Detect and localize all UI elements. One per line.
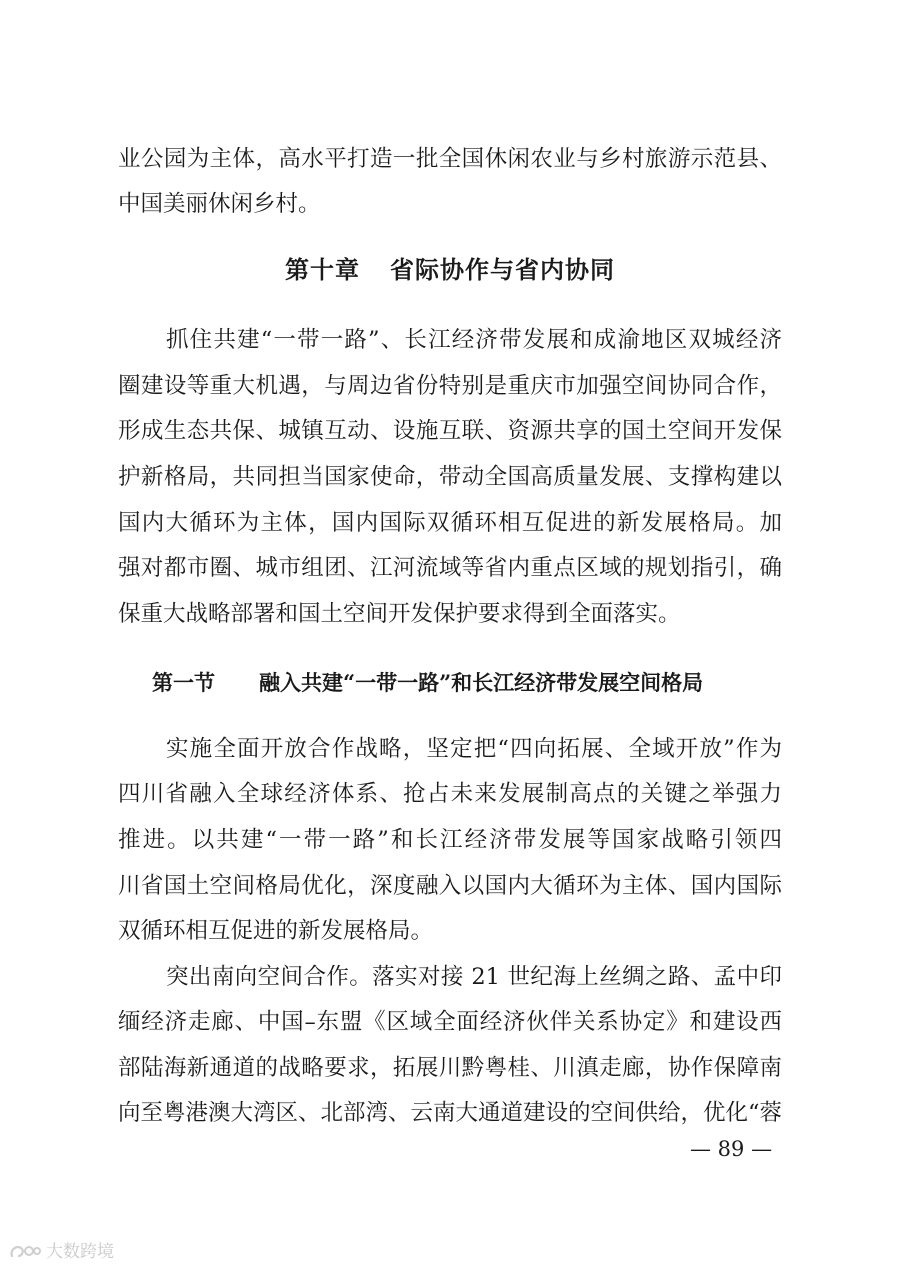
paragraph-line: 部陆海新通道的战略要求，拓展川黔粤桂、川滇走廊，协作保障南 <box>118 1055 782 1081</box>
paragraph-line: 中国美丽休闲乡村。 <box>118 191 321 217</box>
paragraph-line: 推进。以共建“一带一路”和长江经济带发展等国家战略引领四 <box>118 827 782 853</box>
paragraph-line: 实施全面开放合作战略，坚定把“四向拓展、全域开放”作为 <box>166 736 782 762</box>
paragraph-line: 向至粤港澳大湾区、北部湾、云南大通道建设的空间供给，优化“蓉 <box>118 1100 782 1126</box>
section-number: 第一节 <box>152 670 215 695</box>
chapter-title: 省际协作与省内协同 <box>390 256 615 284</box>
paragraph-line: 双循环相互促进的新发展格局。 <box>118 918 434 944</box>
paragraph-line: 业公园为主体，高水平打造一批全国休闲农业与乡村旅游示范县、 <box>118 146 782 172</box>
watermark-text: 大数跨境 <box>46 1242 114 1262</box>
watermark <box>8 1238 128 1266</box>
paragraph-line: 抓住共建“一带一路”、长江经济带发展和成渝地区双城经济 <box>166 327 782 353</box>
chapter-heading <box>0 252 900 288</box>
paragraph-line: 国内大循环为主体，国内国际双循环相互促进的新发展格局。加 <box>118 510 782 536</box>
paragraph-line: 形成生态共保、城镇互动、设施互联、资源共享的国土空间开发保 <box>118 418 782 444</box>
section-heading <box>152 667 703 699</box>
paragraph-line: 圈建设等重大机遇，与周边省份特别是重庆市加强空间协同合作， <box>118 373 782 399</box>
chapter-number: 第十章 <box>285 256 360 284</box>
paragraph-line: 强对都市圈、城市组团、江河流域等省内重点区域的规划指引，确 <box>118 555 782 581</box>
page-number: — 89 — <box>690 1137 773 1161</box>
paragraph-line: 川省国土空间格局优化，深度融入以国内大循环为主体、国内国际 <box>118 873 782 899</box>
paragraph-line: 四川省融入全球经济体系、抢占未来发展制高点的关键之举强力 <box>118 781 782 807</box>
paragraph-line: 保重大战略部署和国土空间开发保护要求得到全面落实。 <box>118 601 681 627</box>
paragraph-line: 缅经济走廊、中国–东盟《区域全面经济伙伴关系协定》和建设西 <box>118 1009 782 1035</box>
paragraph-line: 护新格局，共同担当国家使命，带动全国高质量发展、支撑构建以 <box>118 464 782 490</box>
watermark-logo-icon <box>8 1242 42 1262</box>
section-title: 融入共建“一带一路”和长江经济带发展空间格局 <box>259 670 704 695</box>
paragraph-line: 突出南向空间合作。落实对接 21 世纪海上丝绸之路、孟中印 <box>166 964 782 990</box>
